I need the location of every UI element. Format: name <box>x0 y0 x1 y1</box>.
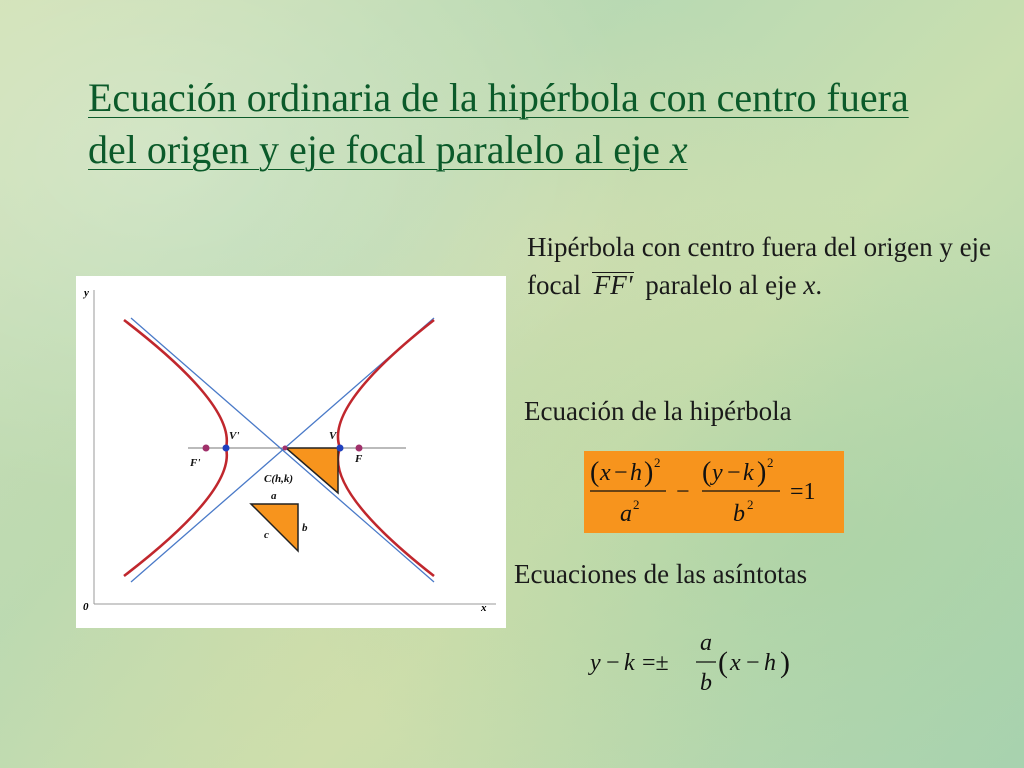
asym-lhs1: y <box>590 650 601 676</box>
description-end: . <box>815 270 823 300</box>
page-title <box>88 72 948 176</box>
vertex-right-label: V <box>329 430 337 442</box>
side-c-label: c <box>264 529 269 541</box>
origin-label: 0 <box>83 601 89 613</box>
center-point <box>283 446 288 451</box>
asym-num: a <box>700 630 712 656</box>
equation-svg <box>584 451 844 533</box>
focus-left-point <box>203 445 210 452</box>
asymptotes-label: Ecuaciones de las asíntotas <box>514 559 808 589</box>
paren-open-1: ( <box>590 457 600 488</box>
eq-n1-exp: 2 <box>654 455 661 470</box>
eq-d1-exp: 2 <box>633 497 640 512</box>
x-axis-label: x <box>481 602 487 614</box>
asym-op1: − <box>606 650 620 676</box>
eq-rhs: =1 <box>790 479 816 505</box>
asym-lhs2: k <box>624 650 635 676</box>
asym-rhs1: x <box>730 650 741 676</box>
eq-d1: a <box>620 501 632 527</box>
paren-close-1: ) <box>644 457 654 488</box>
asymptote-svg <box>584 628 814 698</box>
eq-n2-var2: k <box>743 460 754 486</box>
description-part1: Hipérbola con centro fuera del origen y eje focal <box>527 232 992 300</box>
triangle-center <box>286 448 338 493</box>
eq-n1-var2: h <box>630 460 642 486</box>
eq-d2-exp: 2 <box>747 497 754 512</box>
center-label: C(h,k) <box>264 473 294 485</box>
vertex-left-label: V' <box>229 430 240 442</box>
triangle-abc <box>251 504 298 551</box>
y-axis-label: y <box>84 287 89 299</box>
segment-ff: FF' <box>593 270 633 300</box>
eq-n2-op: − <box>727 460 741 486</box>
eq-minus: − <box>676 479 690 505</box>
title-variable: x <box>669 127 688 172</box>
paren-open-2: ( <box>702 457 712 488</box>
description-var: x <box>803 270 816 300</box>
asym-eq: =± <box>642 650 669 676</box>
hyperbola-equation <box>584 451 844 533</box>
focus-right-label: F <box>355 453 363 465</box>
focus-left-label: F' <box>190 457 201 469</box>
vertex-right-point <box>337 445 344 452</box>
hyperbola-graph <box>76 276 506 628</box>
description-text <box>527 228 997 304</box>
asym-rhs2: h <box>764 650 776 676</box>
title-text: Ecuación ordinaria de la hipérbola con centro fuera del origen y eje focal paralelo al eje <box>88 75 909 172</box>
asymptotes-equation <box>584 628 814 698</box>
asym-den: b <box>700 670 712 696</box>
asym-op2: − <box>746 650 760 676</box>
eq-n1-op: − <box>614 460 628 486</box>
side-a-label: a <box>271 490 277 502</box>
graph-svg <box>76 276 506 628</box>
eq-n1-var1: x <box>600 460 611 486</box>
equation-label: Ecuación de la hipérbola <box>524 396 792 426</box>
asym-paren-open: ( <box>718 646 728 679</box>
side-b-label: b <box>302 522 308 534</box>
eq-n2-exp: 2 <box>767 455 774 470</box>
focus-right-point <box>356 445 363 452</box>
paren-close-2: ) <box>757 457 767 488</box>
eq-d2: b <box>733 501 745 527</box>
vertex-left-point <box>223 445 230 452</box>
eq-n2-var1: y <box>712 460 723 486</box>
description-part2: paralelo al eje <box>645 270 797 300</box>
asym-paren-close: ) <box>780 646 790 679</box>
